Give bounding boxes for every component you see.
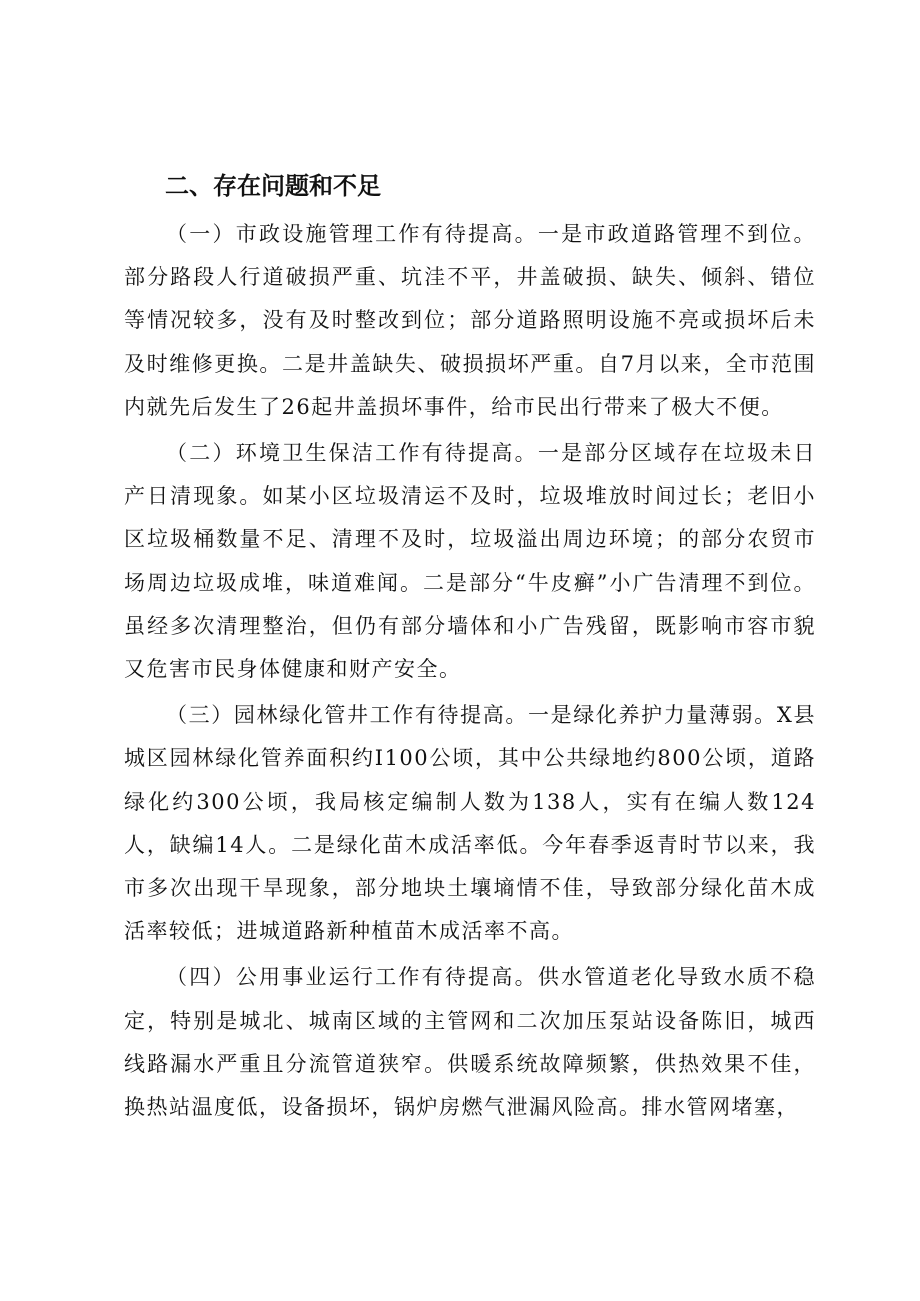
paragraph-public-utilities: （四）公用事业运行工作有待提高。供水管道老化导致水质不稳定，特别是城北、城南区域的主管网和二次加压泵站设备陈旧，城西线路漏水严重且分流管道狭窄。供暖系统故障频繁，供热效果不佳，换热站温度低，设备损坏，锅炉房燃气泄漏风险高。排水管网堵塞， [124,965,816,1120]
paragraph-municipal-facilities: （一）市政设施管理工作有待提高。一是市政道路管理不到位。部分路段人行道破损严重、坑洼不平，井盖破损、缺失、倾斜、错位等情况较多，没有及时整改到位；部分道路照明设施不亮或损坏后未及时维修更换。二是井盖缺失、破损损坏严重。自7月以来，全市范围内就先后发生了26起井盖损坏事件，给市民出行带来了极大不便。 [124,222,816,419]
document-body [124,213,816,1132]
section-heading: 二、存在问题和不足 [165,172,381,200]
paragraph-sanitation: （二）环境卫生保洁工作有待提高。一是部分区域存在垃圾未日产日清现象。如某小区垃圾清运不及时，垃圾堆放时间过长；老旧小区垃圾桶数量不足、清理不及时，垃圾溢出周边环境；的部分农贸市场周边垃圾成堆，味道难闻。二是部分“牛皮癣”小广告清理不到位。虽经多次清理整治，但仍有部分墙体和小广告残留，既影响市容市貌又危害市民身体健康和财产安全。 [124,441,816,682]
paragraph-landscaping: （三）园林绿化管井工作有待提高。一是绿化养护力量薄弱。X县城区园林绿化管养面积约I100公顷，其中公共绿地约800公顷，道路绿化约300公顷，我局核定编制人数为138人，实有在编人数124人，缺编14人。二是绿化苗木成活率低。今年春季返青时节以来，我市多次出现干旱现象，部分地块土壤墒情不佳，导致部分绿化苗木成活率较低；进城道路新种植苗木成活率不高。 [124,703,816,944]
